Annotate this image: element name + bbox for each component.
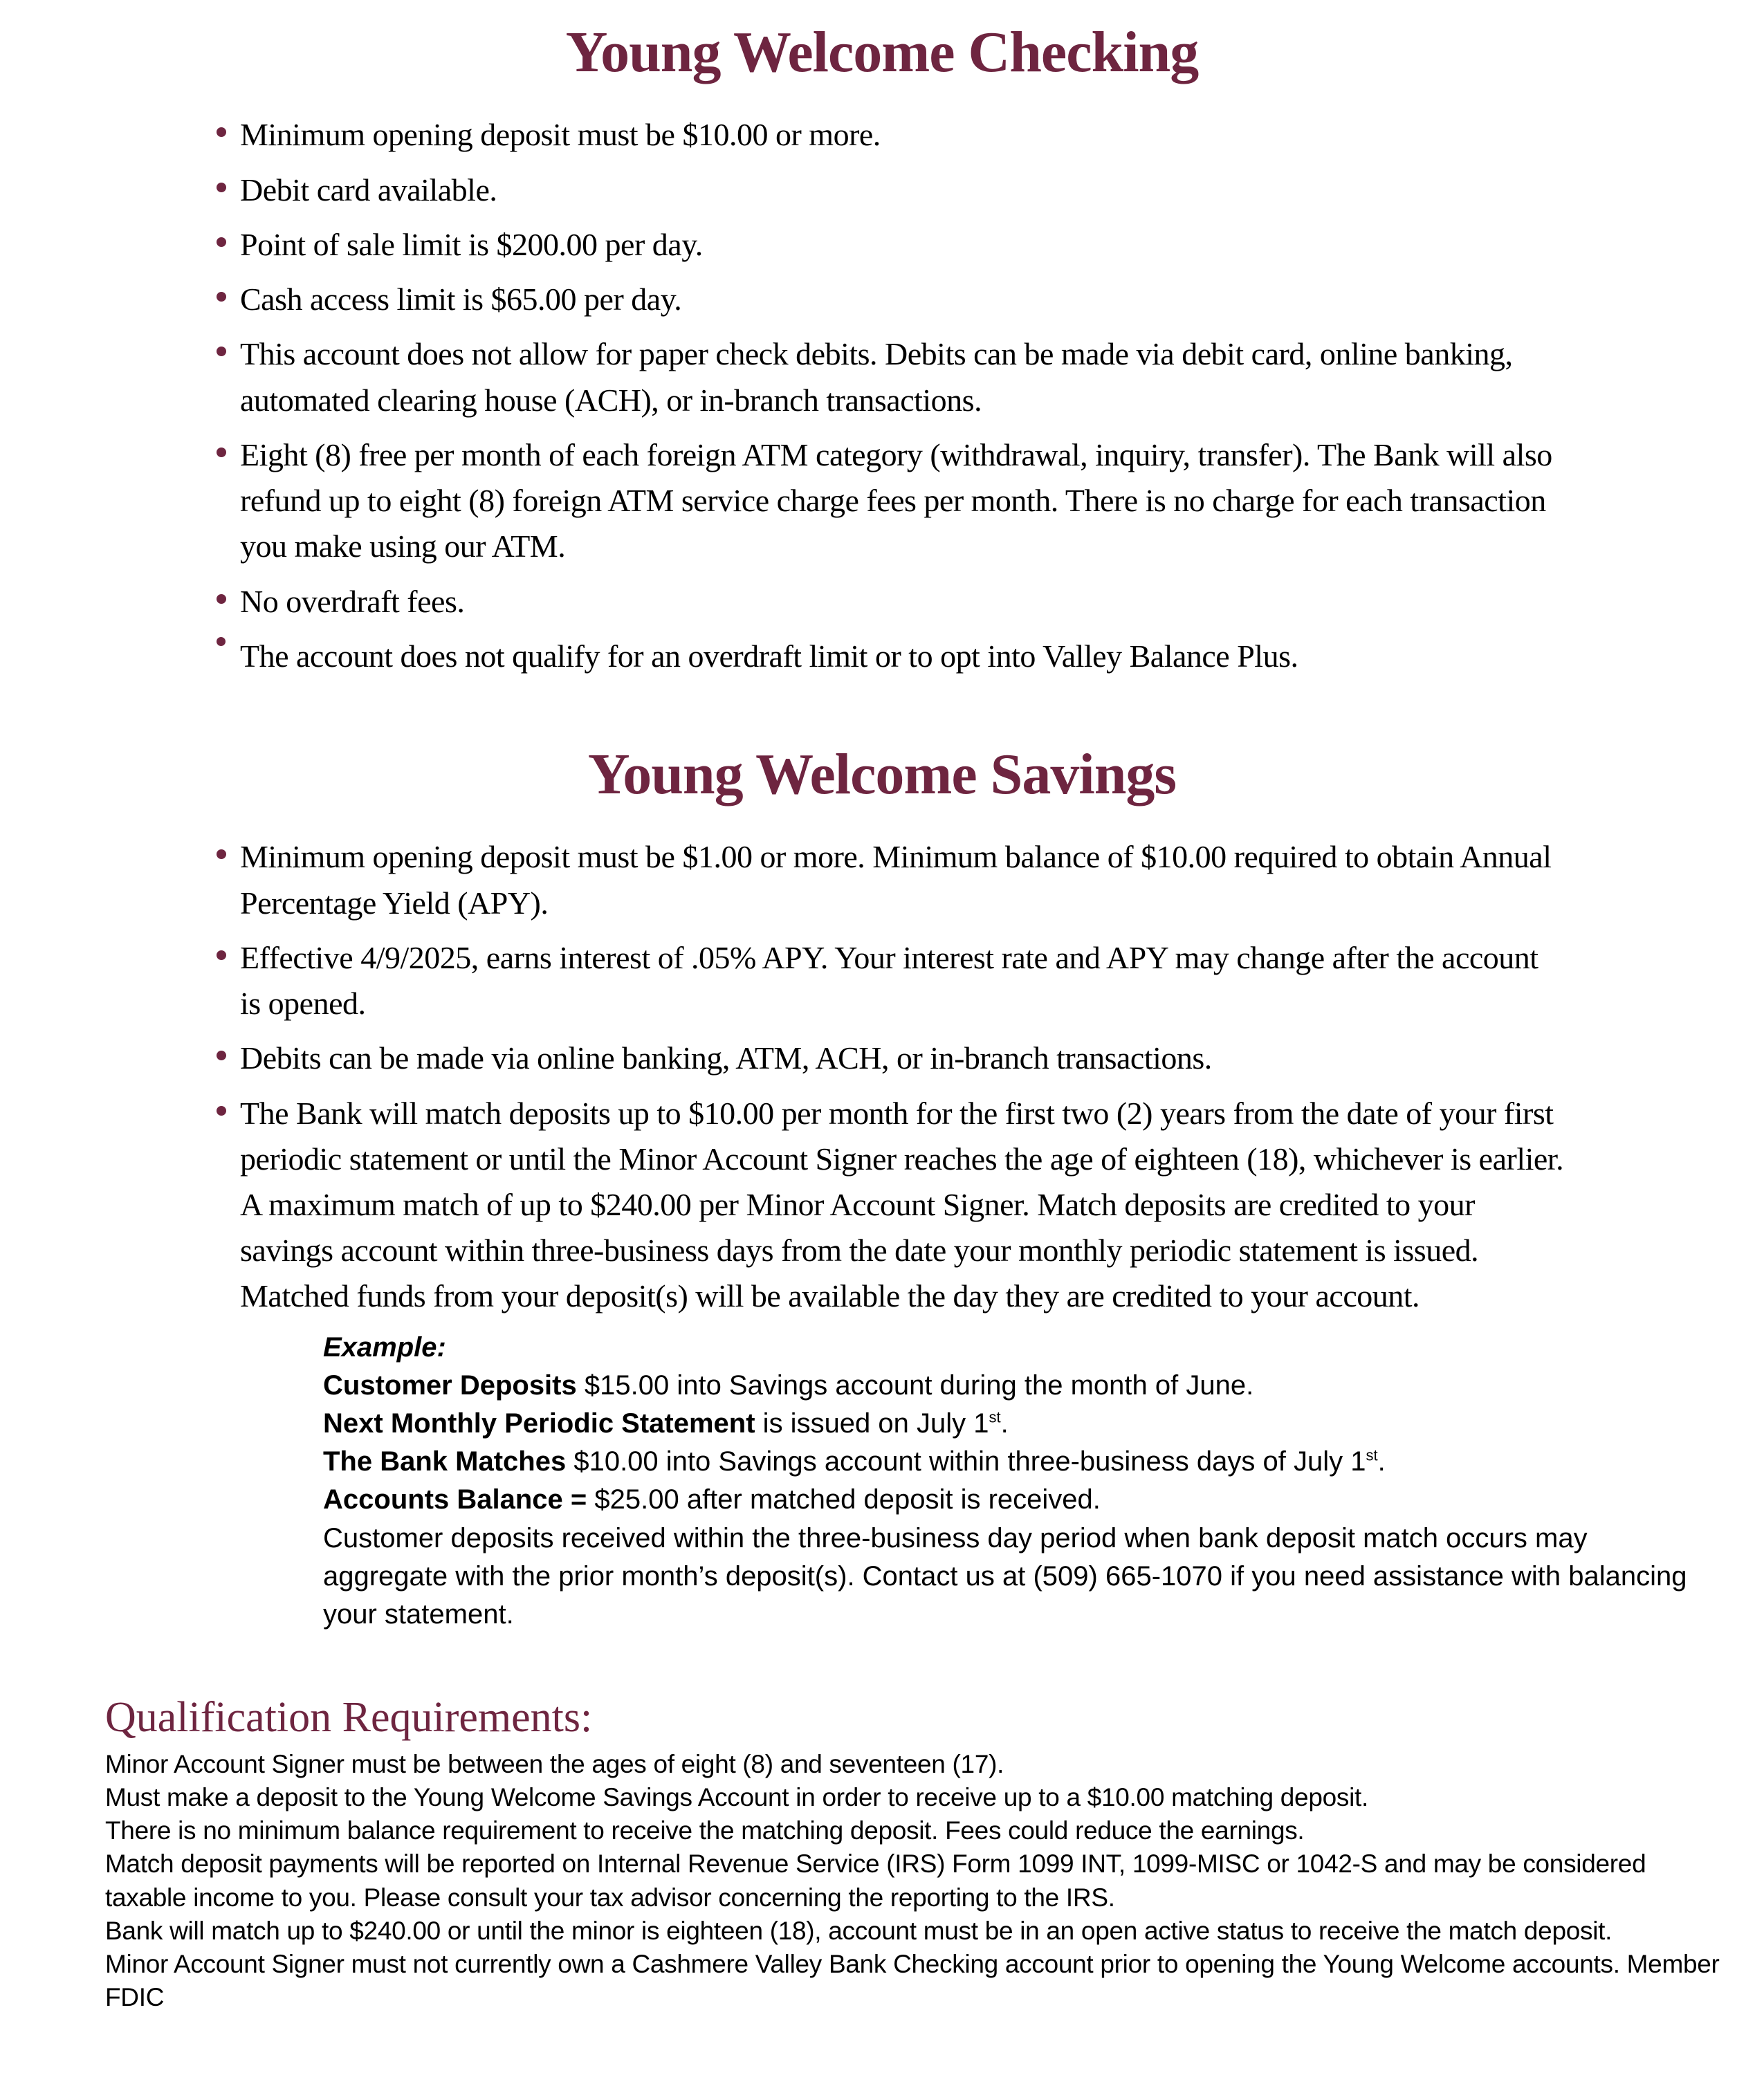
bullet-text: Cash access limit is $65.00 per day.	[240, 282, 682, 317]
bullet-dot-icon	[217, 292, 226, 302]
match-example-block	[323, 1329, 1691, 1634]
example-line-text: .	[1377, 1446, 1386, 1477]
example-line	[323, 1405, 1691, 1443]
example-line-label: Customer Deposits	[323, 1370, 577, 1401]
ordinal-superscript: st	[1366, 1446, 1378, 1464]
bullet-text: The account does not qualify for an overdraft limit or to opt into Valley Balance Plus.	[240, 638, 1298, 674]
bullet-dot-icon	[217, 127, 226, 137]
bullet-text: Minimum opening deposit must be $10.00 or more.	[240, 117, 881, 153]
example-line-label: Accounts Balance =	[323, 1484, 587, 1515]
bullet-item	[217, 432, 1565, 570]
example-line-text: is issued on July 1	[755, 1408, 989, 1439]
bullet-item	[217, 634, 1565, 679]
example-line-text: $15.00 into Savings account during the month of June.	[576, 1370, 1254, 1401]
bullet-item	[217, 935, 1565, 1026]
example-line-label: Next Monthly Periodic Statement	[323, 1408, 755, 1439]
example-heading: Example:	[323, 1331, 446, 1363]
bullet-item	[217, 579, 1565, 625]
bullet-dot-icon	[217, 849, 226, 859]
bullet-dot-icon	[217, 237, 226, 247]
qualification-line: Bank will match up to $240.00 or until the minor is eighteen (18), account must be in an open active status to receive the match deposit.	[105, 1916, 1613, 1945]
qualification-title: Qualification Requirements:	[105, 1694, 593, 1742]
bullet-item	[217, 277, 1565, 322]
ordinal-superscript: st	[989, 1408, 1001, 1426]
qualification-line: Minor Account Signer must not currently own a Cashmere Valley Bank Checking account prior to opening the Young Welcome accounts. Member FDIC	[105, 1949, 1720, 2011]
bullet-item	[217, 167, 1565, 213]
bullet-dot-icon	[217, 637, 226, 646]
example-line	[323, 1481, 1691, 1519]
example-line	[323, 1443, 1691, 1481]
bullet-dot-icon	[217, 1106, 226, 1116]
bullet-dot-icon	[217, 950, 226, 960]
bullet-text: Point of sale limit is $200.00 per day.	[240, 226, 703, 262]
bullet-dot-icon	[217, 347, 226, 356]
bullet-dot-icon	[217, 448, 226, 457]
bullet-item	[217, 112, 1565, 158]
bullet-dot-icon	[217, 1051, 226, 1060]
qualification-text-block	[105, 1748, 1731, 2014]
bullet-text: This account does not allow for paper check debits. Debits can be made via debit card, online banking, automated clearing house (ACH), or in-branch transactions.	[240, 336, 1513, 418]
example-line	[323, 1367, 1691, 1405]
bullet-item	[217, 1035, 1565, 1081]
example-line-text: $10.00 into Savings account within three-business days of July 1	[566, 1446, 1366, 1477]
checking-section-title: Young Welcome Checking	[565, 20, 1199, 84]
bullet-text: Effective 4/9/2025, earns interest of .05% APY. Your interest rate and APY may change after the account is opened.	[240, 939, 1538, 1022]
qualification-line: Match deposit payments will be reported on Internal Revenue Service (IRS) Form 1099 INT, 1099-MISC or 1042-S and may be considered taxable income to you. Please consult your tax advisor concerning the reporting to the IRS.	[105, 1850, 1646, 1912]
bullet-item	[217, 834, 1565, 925]
bullet-item	[217, 1091, 1565, 1320]
bullet-dot-icon	[217, 594, 226, 604]
qualification-line: There is no minimum balance requirement to receive the matching deposit. Fees could reduce the earnings.	[105, 1816, 1305, 1845]
bullet-dot-icon	[217, 183, 226, 192]
example-note: Customer deposits received within the three-business day period when bank deposit match occurs may aggregate with the prior month’s deposit(s). Contact us at (509) 665-1070 if you need assistance with balancing your statement.	[323, 1522, 1687, 1630]
bullet-text: The Bank will match deposits up to $10.00 per month for the first two (2) years from the date of your first periodic statement or until the Minor Account Signer reaches the age of eighteen (18), whichever is earlier. A maximum match of up to $240.00 per Minor Account Signer. Match deposits are credited to your savings account within three-business days from the date your monthly periodic statement is issued. Matched funds from your deposit(s) will be available the day they are credited to your account.	[240, 1095, 1564, 1314]
bullet-text: Debit card available.	[240, 172, 497, 208]
example-line-text: $25.00 after matched deposit is received.	[587, 1484, 1101, 1515]
bullet-text: Eight (8) free per month of each foreign ATM category (withdrawal, inquiry, transfer). The Bank will also refund up to eight (8) foreign ATM service charge fees per month. There is no charge for each transaction you make using our ATM.	[240, 436, 1552, 564]
qualification-line: Must make a deposit to the Young Welcome Savings Account in order to receive up to a $10.00 matching deposit.	[105, 1783, 1368, 1812]
bullet-item	[217, 331, 1565, 423]
example-line-text: .	[1000, 1408, 1009, 1439]
bullet-text: Minimum opening deposit must be $1.00 or more. Minimum balance of $10.00 required to obtain Annual Percentage Yield (APY).	[240, 839, 1552, 921]
checking-bullet-list	[217, 112, 1565, 679]
savings-bullet-list	[217, 834, 1565, 1319]
bullet-item	[217, 222, 1565, 268]
bullet-text: Debits can be made via online banking, ATM, ACH, or in-branch transactions.	[240, 1040, 1212, 1076]
example-line-label: The Bank Matches	[323, 1446, 567, 1477]
savings-section-title: Young Welcome Savings	[587, 741, 1177, 806]
bullet-text: No overdraft fees.	[240, 583, 465, 619]
qualification-line: Minor Account Signer must be between the ages of eight (8) and seventeen (17).	[105, 1750, 1004, 1779]
